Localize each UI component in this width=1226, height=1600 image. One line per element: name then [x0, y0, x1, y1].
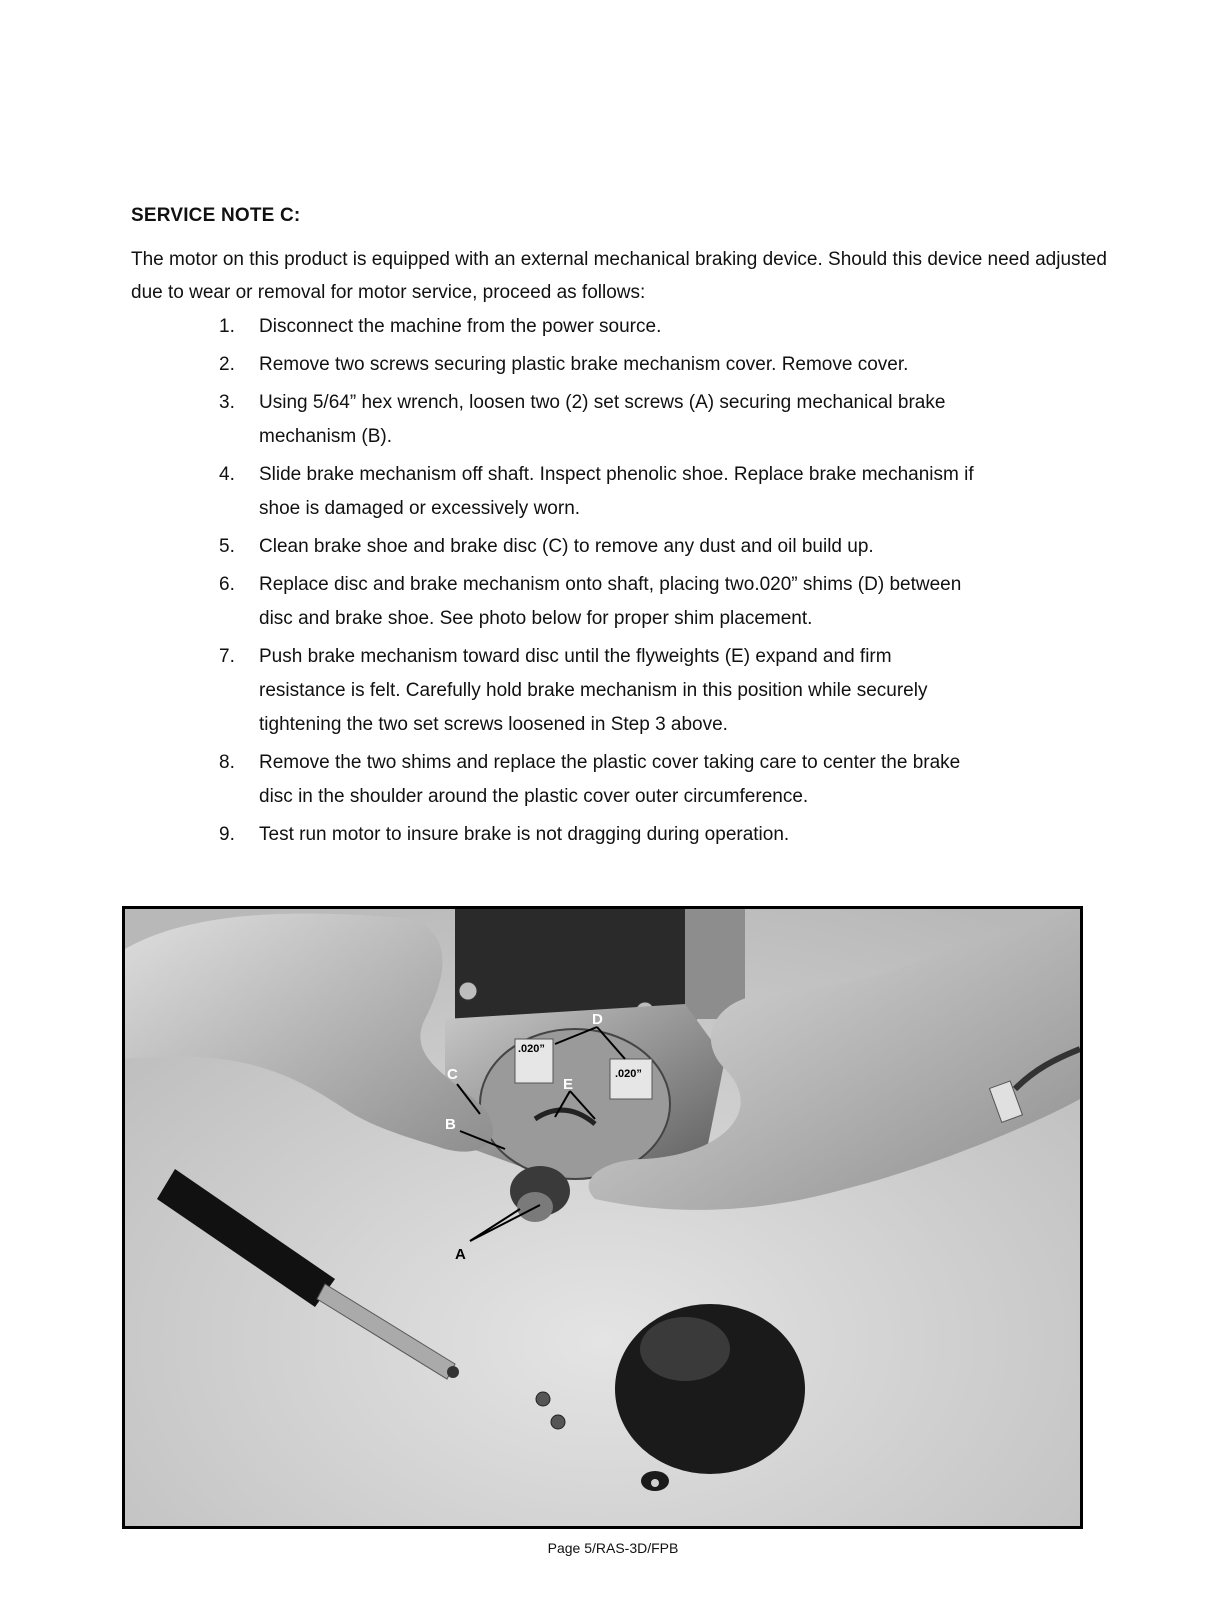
intro-paragraph: The motor on this product is equipped with an external mechanical braking device. Should this device need adjusted due to wear or removal for motor service, proceed as follows: [131, 249, 1107, 303]
step-text: Replace disc and brake mechanism onto shaft, placing two.020” shims (D) between disc and brake shoe. See photo below for proper shim placement. [259, 574, 962, 629]
step-item [219, 746, 979, 814]
step-text: Push brake mechanism toward disc until the flyweights (E) expand and firm resistance is felt. Carefully hold brake mechanism in this position while securely tightening the two set screws loosened in Step 3 above. [259, 646, 928, 735]
brake-mechanism-photo [122, 906, 1083, 1529]
step-item [219, 386, 979, 454]
step-text: Remove two screws securing plastic brake mechanism cover. Remove cover. [259, 354, 909, 375]
step-number: 9. [219, 824, 235, 845]
page-footer: Page 5/RAS-3D/FPB [547, 1540, 679, 1556]
step-item [219, 640, 979, 742]
step-number: 6. [219, 574, 235, 595]
step-number: 1. [219, 316, 235, 337]
photo-illustration [125, 909, 1080, 1526]
label-shim-right: .020” [615, 1068, 642, 1080]
steps-list [219, 310, 979, 856]
step-text: Slide brake mechanism off shaft. Inspect phenolic shoe. Replace brake mechanism if shoe is damaged or excessively worn. [259, 464, 974, 519]
step-number: 4. [219, 464, 235, 485]
step-item [219, 530, 979, 564]
step-text: Disconnect the machine from the power source. [259, 316, 662, 337]
step-item [219, 310, 979, 344]
service-note-heading: SERVICE NOTE C: [131, 205, 301, 226]
label-c: C [447, 1066, 458, 1083]
step-item [219, 818, 979, 852]
label-d: D [592, 1011, 603, 1028]
step-number: 5. [219, 536, 235, 557]
label-a: A [455, 1246, 466, 1263]
step-text: Test run motor to insure brake is not dragging during operation. [259, 824, 790, 845]
step-number: 3. [219, 392, 235, 413]
step-item [219, 568, 979, 636]
step-number: 8. [219, 752, 235, 773]
step-text: Using 5/64” hex wrench, loosen two (2) set screws (A) securing mechanical brake mechanism (B). [259, 392, 946, 447]
step-text: Clean brake shoe and brake disc (C) to remove any dust and oil build up. [259, 536, 874, 557]
step-number: 2. [219, 354, 235, 375]
step-text: Remove the two shims and replace the plastic cover taking care to center the brake disc in the shoulder around the plastic cover outer circumference. [259, 752, 961, 807]
label-b: B [445, 1116, 456, 1133]
step-item [219, 348, 979, 382]
label-e: E [563, 1076, 574, 1093]
step-item [219, 458, 979, 526]
label-shim-left: .020” [518, 1043, 545, 1055]
brake-disc [480, 1029, 670, 1179]
housing-bolt [459, 982, 477, 1000]
step-number: 7. [219, 646, 235, 667]
